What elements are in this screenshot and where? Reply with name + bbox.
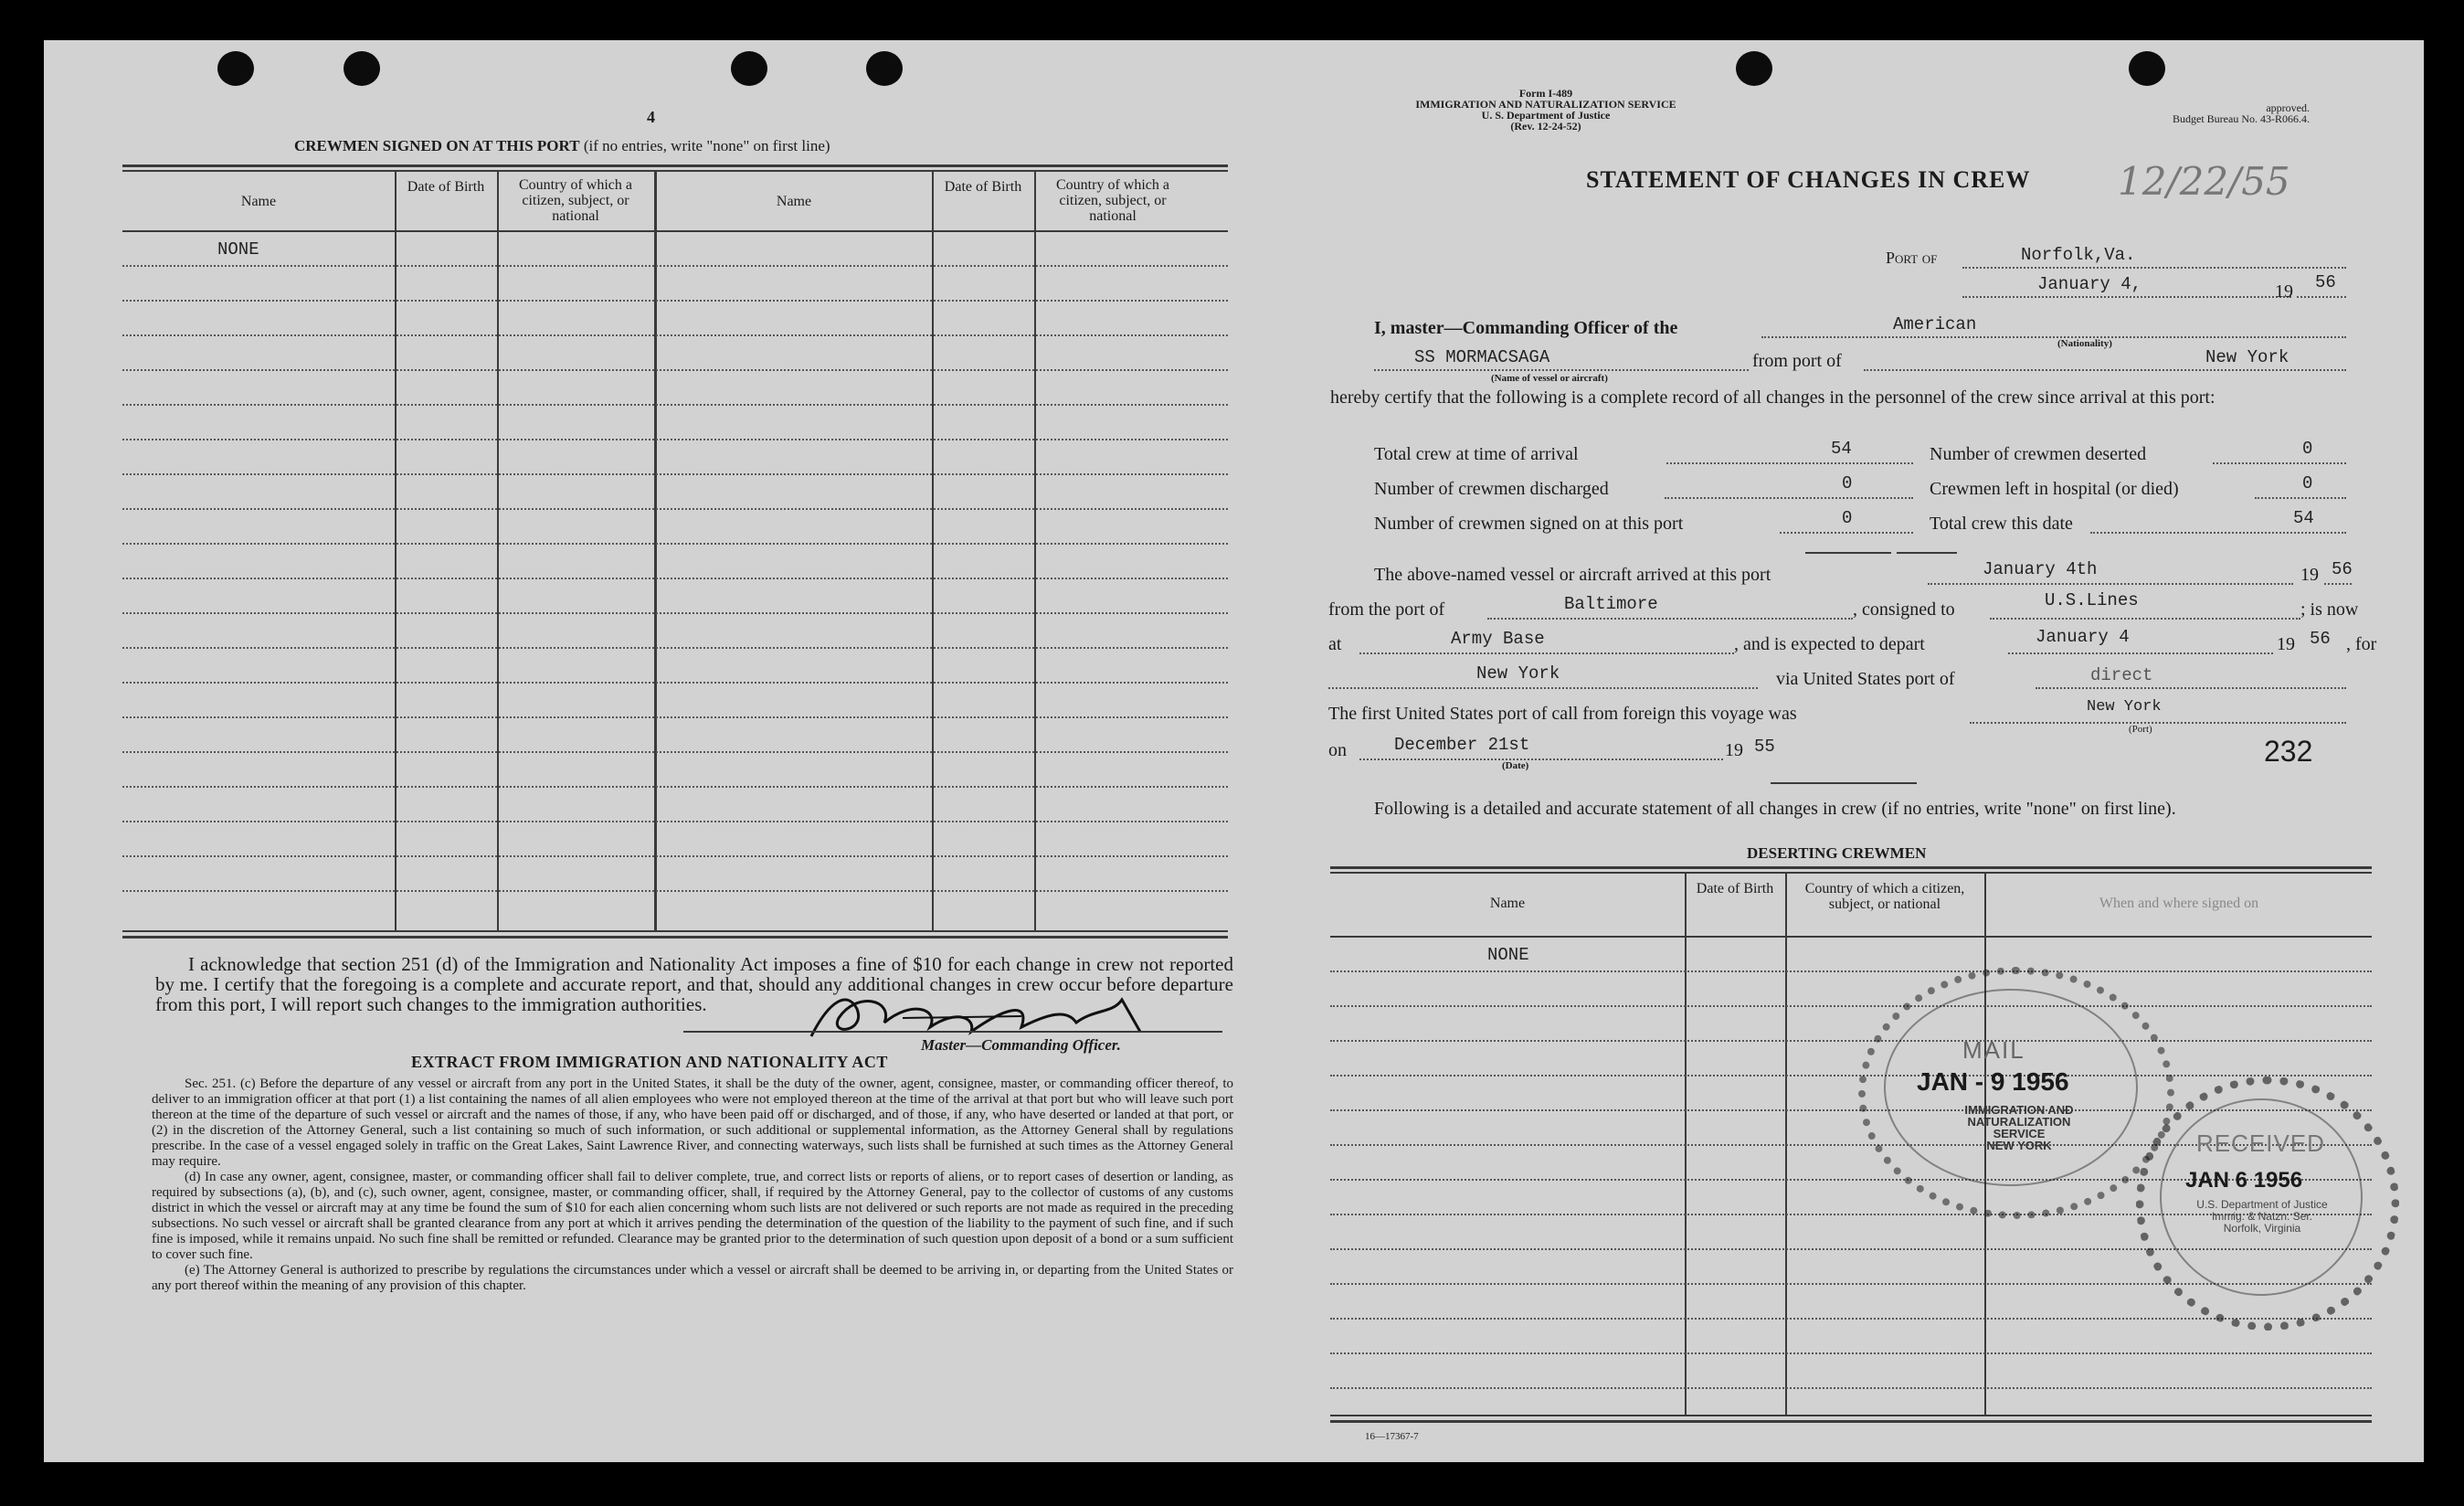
statement-title: STATEMENT OF CHANGES IN CREW	[1586, 166, 2031, 193]
fill-line	[1864, 369, 2346, 371]
fill-line	[1780, 532, 1913, 534]
year-prefix: 19	[2277, 634, 2295, 654]
row-line	[122, 439, 1228, 440]
agency-line3: (Rev. 12-24-52)	[1510, 120, 1581, 133]
hospital-value: 0	[2302, 473, 2313, 493]
fill-line	[1328, 687, 1758, 689]
fill-line	[1374, 369, 1749, 371]
col-header-country: Country of which a citizen, subject, or national	[519, 177, 632, 224]
stamp1-line2: NATURALIZATION	[1967, 1115, 2071, 1129]
punch-hole	[866, 51, 903, 86]
total-arrival-label: Total crew at time of arrival	[1374, 444, 1579, 464]
extract-section-e: (e) The Attorney General is authorized to prescribe by regulations the circumstances under which a vessel or aircraft shall be deemed to be arriving in, or departing from the United States or any port thereof within the meaning of any provision of this chapter.	[152, 1263, 1233, 1293]
discharged-value: 0	[1842, 473, 1853, 493]
rule	[1330, 1415, 2372, 1416]
row-line	[122, 821, 1228, 822]
signed-on-label: Number of crewmen signed on at this port	[1374, 514, 1684, 534]
is-now-label: ; is now	[2300, 599, 2359, 620]
stamp2-text	[2180, 1199, 2344, 1235]
year-value: 56	[2315, 272, 2336, 292]
row-line	[122, 578, 1228, 579]
total-date-label: Total crew this date	[1930, 514, 2073, 534]
depart-date: January 4	[2036, 627, 2130, 647]
signature-line	[683, 1031, 1222, 1033]
extract-body	[152, 1076, 1233, 1294]
page-number: 4	[647, 108, 655, 126]
fill-line	[1962, 267, 2346, 269]
first-port: New York	[2087, 698, 2162, 716]
port-caption: (Port)	[2129, 724, 2152, 735]
first-port-label: The first United States port of call from foreign this voyage was	[1328, 704, 1797, 724]
crew-entry-none: NONE	[217, 239, 259, 260]
col-header-signed-on: When and where signed on	[2099, 896, 2259, 911]
rule	[122, 164, 1228, 167]
approval-top: approved.	[2266, 101, 2310, 114]
punch-hole	[2129, 51, 2165, 86]
rule	[1330, 872, 2372, 874]
berth-location: Army Base	[1451, 629, 1545, 649]
row-line	[122, 716, 1228, 718]
stamp2-top: RECEIVED	[2196, 1130, 2325, 1157]
stamp1-line3: SERVICE	[1993, 1127, 2046, 1140]
row-line	[122, 404, 1228, 406]
col-header-dob: Date of Birth	[1696, 881, 1774, 896]
row-line	[1330, 1352, 2372, 1354]
fill-line	[1487, 618, 1853, 620]
rule	[1330, 866, 2372, 869]
fill-line	[1970, 722, 2346, 724]
row-line	[122, 612, 1228, 614]
following-text: Following is a detailed and accurate statement of all changes in crew (if no entries, write "none" on first line).	[1374, 799, 2176, 819]
row-line	[122, 265, 1228, 267]
col-header-country: Country of which a citizen, subject, or national	[1804, 881, 1965, 912]
via-value: direct	[2090, 665, 2153, 685]
agency-line2: U. S. Department of Justice	[1481, 109, 1611, 122]
col-header-name: Name	[776, 194, 812, 209]
vessel-name: SS MORMACSAGA	[1414, 347, 1550, 367]
document-sheet	[44, 40, 2424, 1462]
row-line	[122, 300, 1228, 302]
row-line	[122, 543, 1228, 545]
header-rule	[122, 230, 1228, 232]
fill-line	[2036, 687, 2346, 689]
rule	[122, 930, 1228, 932]
fill-line	[1761, 336, 2346, 338]
signature-caption: Master—Commanding Officer.	[921, 1036, 1121, 1054]
cert-body: hereby certify that the following is a complete record of all changes in the personnel of the crew since arrival at this port:	[1330, 387, 2215, 408]
fill-line	[2008, 652, 2273, 654]
col-divider	[1034, 170, 1036, 930]
year-prefix: 19	[2300, 565, 2319, 585]
row-line	[122, 369, 1228, 371]
sum-line	[1897, 552, 1957, 554]
col-divider	[654, 170, 657, 930]
fill-line	[1359, 652, 1734, 654]
col-header-name: Name	[240, 194, 277, 209]
sheet-number: 232	[2264, 735, 2313, 768]
consignee: U.S.Lines	[2045, 590, 2139, 610]
separator	[1771, 782, 1917, 784]
form-agency-header	[1327, 88, 1765, 132]
col-header-name: Name	[1489, 896, 1526, 911]
rule	[1330, 1420, 2372, 1423]
stamp2-line2: Immig. & Natzn. Ser.	[2211, 1210, 2313, 1223]
crew-signed-on-heading	[294, 137, 830, 155]
port-of-value: Norfolk,Va.	[2021, 245, 2136, 265]
stamp2-date: JAN 6 1956	[2185, 1168, 2303, 1193]
total-arrival-value: 54	[1831, 439, 1852, 459]
at-label: at	[1328, 634, 1342, 654]
col-header-dob: Date of Birth	[407, 179, 485, 195]
col-divider	[395, 170, 397, 930]
stamp1-top: MAIL	[1962, 1036, 2025, 1064]
col-divider	[497, 170, 499, 930]
extract-section-d: (d) In case any owner, agent, consignee, master, or commanding officer shall fail to deliver complete, true, and correct lists or reports of aliens, or to report cases of desertion or landing, as required by subsections (a), (b), and (c), such owner, agent, consignee, master, or commanding officer, shall, if required by the Attorney General, pay to the collector of customs of any customs district in which the vessel or aircraft may at any time be found the sum of $10 for each alien concerning whom such lists are not delivered or such reports are not made as required in the preceding subsections. No such vessel or aircraft shall be granted clearance from any port at which it arrives pending the determination of the question of the liability to the payment of such fine, and if such fine is imposed, while it remains unpaid. No such fine shall be remitted or refunded. Clearance may be granted prior to the determination of such question upon deposit of a bond or a sum sufficient to cover such fine.	[152, 1170, 1233, 1262]
from-port-of-label: from the port of	[1328, 599, 1445, 620]
budget-approval	[2173, 102, 2310, 124]
first-year: 55	[1754, 737, 1775, 757]
row-line	[1330, 1005, 2372, 1007]
deserted-label: Number of crewmen deserted	[1930, 444, 2147, 464]
port-of-label: Port of	[1886, 249, 1938, 267]
arrival-date: January 4th	[1983, 559, 2098, 579]
row-line	[122, 751, 1228, 753]
handwritten-date: 12/22/55	[2118, 159, 2290, 204]
for-label: , for	[2346, 634, 2377, 654]
punch-hole	[1736, 51, 1772, 86]
fill-line	[1665, 497, 1913, 499]
depart-label: , and is expected to depart	[1734, 634, 1925, 654]
from-port-value: New York	[2205, 347, 2290, 367]
fill-line	[1962, 296, 2291, 298]
stamp1-line1: IMMIGRATION AND	[1964, 1103, 2074, 1117]
signed-on-value: 0	[1842, 508, 1853, 528]
fill-line	[1359, 758, 1723, 760]
total-date-value: 54	[2293, 508, 2314, 528]
fill-line	[2297, 296, 2346, 298]
col-header-country: Country of which a citizen, subject, or national	[1056, 177, 1169, 224]
discharged-label: Number of crewmen discharged	[1374, 479, 1609, 499]
stamp2-line1: U.S. Department of Justice	[2196, 1198, 2328, 1211]
row-line	[122, 508, 1228, 510]
deserting-heading: DESERTING CREWMEN	[1747, 844, 1927, 862]
destination: New York	[1476, 663, 1560, 684]
first-date: December 21st	[1394, 735, 1530, 755]
punch-hole	[344, 51, 380, 86]
row-line	[122, 786, 1228, 788]
extract-section-c: Sec. 251. (c) Before the departure of any vessel or aircraft from any port in the United States, it shall be the duty of the owner, agent, consignee, master, or commanding officer thereof, to deliver to an immigration officer at that port (1) a list containing the names of all alien employees who were not employed thereon at the time of the arrival at that port but who will leave such port thereon at the time of the departure of such vessel or aircraft and the names of those, if any, who have been paid off or discharged, and of those, if any, who have deserted or landed at that port, or (2) in the discretion of the Attorney General, such a list containing so much of such information, or such additional or supplemental information, as the Attorney General shall by regulations prescribe. In the case of a vessel engaged solely in traffic on the Great Lakes, Saint Lawrence River, and connecting waterways, such lists shall be furnished at such times as the Attorney General may require.	[152, 1076, 1233, 1169]
stamp1-text	[1928, 1104, 2110, 1151]
row-line	[122, 334, 1228, 336]
nationality-value: American	[1893, 314, 1977, 334]
fill-line	[1666, 462, 1913, 464]
fill-line	[1928, 583, 2293, 585]
approval-text: Budget Bureau No. 43-R066.4.	[2173, 112, 2310, 125]
col-divider	[932, 170, 934, 930]
print-code: 16—17367-7	[1365, 1431, 1419, 1442]
rule	[122, 936, 1228, 939]
stamp1-date: JAN - 9 1956	[1917, 1067, 2069, 1096]
col-divider	[1785, 872, 1787, 1415]
deserted-value: 0	[2302, 439, 2313, 459]
fill-line	[2324, 583, 2352, 585]
row-line	[122, 890, 1228, 892]
sum-line	[1805, 552, 1891, 554]
col-header-dob: Date of Birth	[944, 179, 1022, 195]
stamp-inner-ring	[2160, 1098, 2363, 1296]
year-prefix: 19	[2275, 281, 2293, 302]
acknowledgement-text: I acknowledge that section 251 (d) of the Immigration and Nationality Act imposes a fine of $10 for each change in crew not reported by me. I certify that the foregoing is a complete and accurate report, and that, should any additional changes in crew occur before departure from this port, I will report such changes to the immigration authorities.	[155, 953, 1233, 1015]
punch-hole	[217, 51, 254, 86]
arrival-lead: The above-named vessel or aircraft arrived at this port	[1374, 565, 1771, 585]
vessel-caption: (Name of vessel or aircraft)	[1491, 373, 1608, 384]
on-label: on	[1328, 740, 1347, 760]
via-label: via United States port of	[1776, 669, 1955, 689]
row-line	[122, 682, 1228, 684]
cert-lead: I, master—Commanding Officer of the	[1374, 318, 1678, 338]
row-line	[1330, 970, 2372, 972]
header-rule	[1330, 936, 2372, 938]
fill-line	[2090, 532, 2346, 534]
row-line	[122, 855, 1228, 857]
col-divider	[1685, 872, 1687, 1415]
row-line	[122, 473, 1228, 475]
stamp1-line4: NEW YORK	[1986, 1139, 2052, 1152]
extract-title: EXTRACT FROM IMMIGRATION AND NATIONALITY ACT	[411, 1053, 888, 1071]
fill-line	[2213, 462, 2346, 464]
fill-line	[1990, 618, 2300, 620]
punch-hole	[731, 51, 767, 86]
deserting-entry-none: NONE	[1487, 945, 1529, 965]
row-line	[1330, 1387, 2372, 1389]
rule	[122, 170, 1228, 172]
heading-text: CREWMEN SIGNED ON AT THIS PORT	[294, 137, 580, 154]
form-id: Form I-489	[1518, 87, 1573, 100]
from-port-label: from port of	[1752, 351, 1842, 371]
hospital-label: Crewmen left in hospital (or died)	[1930, 479, 2179, 499]
heading-note: (if no entries, write "none" on first line)	[583, 137, 830, 154]
row-line	[1330, 1075, 2372, 1076]
fill-line	[2255, 497, 2346, 499]
agency-line1: IMMIGRATION AND NATURALIZATION SERVICE	[1415, 98, 1676, 111]
origin-port: Baltimore	[1564, 594, 1658, 614]
row-line	[122, 647, 1228, 649]
row-line	[1330, 1040, 2372, 1042]
arrival-year: 56	[2332, 559, 2353, 579]
date-caption: (Date)	[1502, 760, 1529, 771]
consigned-label: , consigned to	[1853, 599, 1955, 620]
year-prefix: 19	[1725, 740, 1743, 760]
stamp2-line3: Norfolk, Virginia	[2223, 1222, 2301, 1235]
depart-year: 56	[2310, 629, 2331, 649]
statement-date: January 4,	[2037, 274, 2142, 294]
nationality-caption: (Nationality)	[2057, 338, 2112, 349]
